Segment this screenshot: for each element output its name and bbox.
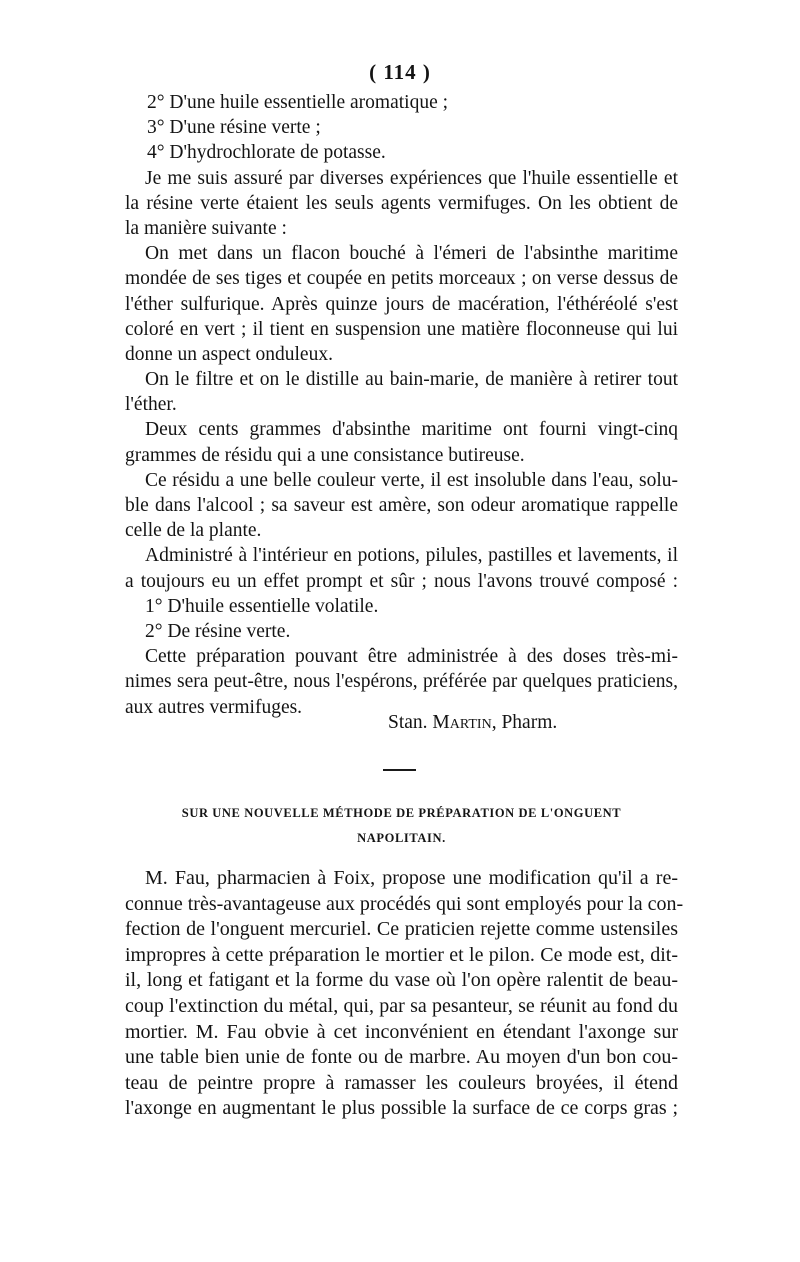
article-body-1 [125,90,678,720]
article-body-2 [125,866,684,1122]
text-line: fection de l'onguent mercuriel. Ce praticien rejette comme ustensiles [125,918,678,941]
text-line: M. Fau, pharmacien à Foix, propose une modification qu'il a re- [145,867,678,889]
text-line: 2° De résine verte. [145,620,291,642]
text-line: 4° D'hydrochlorate de potasse. [147,142,386,164]
text-line: celle de la plante. [125,520,262,542]
text-line: une table bien unie de fonte ou de marbre. Au moyen d'un bon cou- [125,1046,678,1069]
text-line: impropres à cette préparation le mortier et le pilon. Ce mode est, dit- [125,943,678,966]
text-line: ble dans l'alcool ; sa saveur est amère, son odeur aromatique rappelle [125,495,678,516]
text-line: l'éther. [125,394,177,416]
section-title-line-1: SUR UNE NOUVELLE MÉTHODE DE PRÉPARATION DE L'ONGUENT [181,806,622,820]
text-line: Cette préparation pouvant être administrée à des doses très-mi- [145,646,678,668]
text-line: coloré en vert ; il tient en suspension une matière floconneuse qui lui [125,318,678,340]
text-line: la manière suivante : [125,217,287,239]
text-line: aux autres vermifuges. [125,696,303,718]
section-divider [383,769,416,771]
author-signature [388,710,557,735]
text-line: l'éther sulfurique. Après quinze jours de macération, l'éthéréolé s'est [125,293,678,315]
text-line: a toujours eu un effet prompt et sûr ; nous l'avons trouvé composé : [125,570,678,592]
signature-suffix: , Pharm. [491,712,558,733]
text-line: mondée de ses tiges et coupée en petits morceaux ; on verse dessus de [125,268,678,290]
text-line: 3° D'une résine verte ; [147,117,321,139]
text-line: connue très-avantageuse aux procédés qui sont employés pour la con- [125,892,684,915]
text-line: 2° D'une huile essentielle aromatique ; [147,92,449,113]
text-line: On le filtre et on le distille au bain-marie, de manière à retirer tout [145,369,678,391]
text-line: teau de peintre propre à ramasser les couleurs broyées, il étend [125,1071,678,1094]
text-line: donne un aspect onduleux. [125,343,333,365]
text-line: la résine verte étaient les seuls agents vermifuges. On les obtient de [125,192,678,214]
text-line: nimes sera peut-être, nous l'espérons, préférée par quelques praticiens, [125,671,678,693]
text-line: Ce résidu a une belle couleur verte, il est insoluble dans l'eau, solu- [145,469,678,491]
text-line: Je me suis assuré par diverses expériences que l'huile essentielle et [145,167,678,189]
text-line: On met dans un flacon bouché à l'émeri de l'absinthe maritime [145,243,678,265]
page-number: ( 114 ) [369,60,431,84]
text-line: coup l'extinction du métal, qui, par sa pesanteur, se réunit au fond du [125,994,678,1017]
text-line: grammes de résidu qui a une consistance butireuse. [125,444,525,466]
text-line: mortier. M. Fau obvie à cet inconvénient en étendant l'axonge sur [125,1020,678,1043]
text-line: Deux cents grammes d'absinthe maritime ont fourni vingt-cinq [145,419,678,441]
text-line: 1° D'huile essentielle volatile. [145,595,379,617]
text-line: Administré à l'intérieur en potions, pilules, pastilles et lavements, il [145,545,678,567]
text-line: il, long et fatigant et la forme du vase où l'on opère ralentit de beau- [125,969,678,992]
signature-name: Martin [432,712,492,733]
signature-prefix: Stan. [388,712,433,733]
section-title-line-2: NAPOLITAIN. [357,831,446,845]
text-line: l'axonge en augmentant le plus possible la surface de ce corps gras ; [125,1097,678,1120]
